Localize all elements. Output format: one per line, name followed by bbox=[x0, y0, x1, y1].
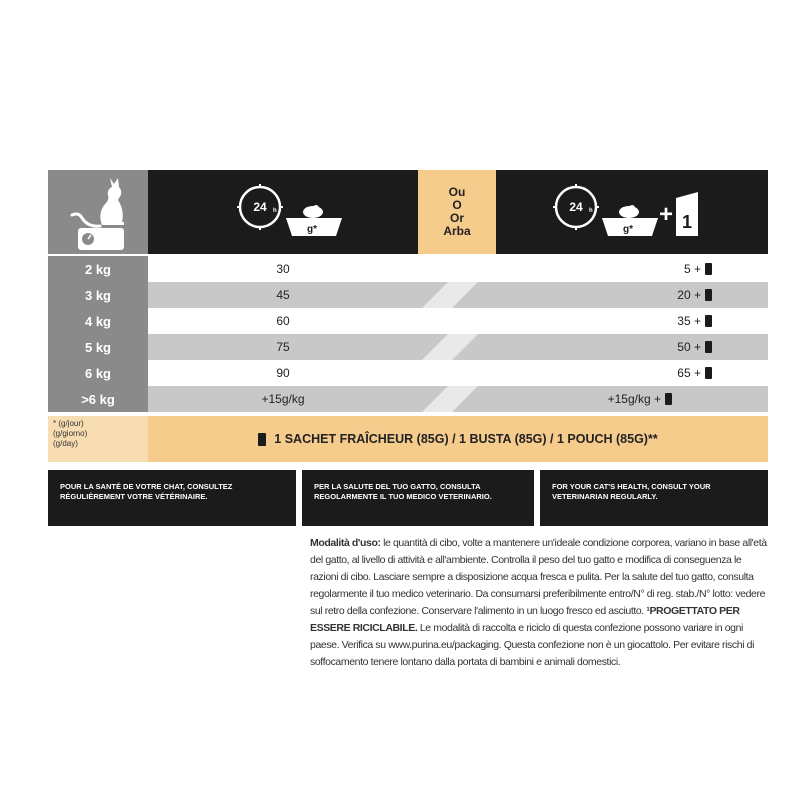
wet-amount-text: 65 + bbox=[677, 366, 701, 380]
wet-amount-text: 5 + bbox=[683, 262, 701, 276]
bowl-icon bbox=[602, 205, 658, 236]
sachet-label bbox=[148, 416, 768, 462]
weight-cell: 4 kg bbox=[48, 308, 148, 334]
svg-text:h: h bbox=[273, 208, 277, 214]
health-advice-it bbox=[302, 470, 534, 526]
pouch-icon bbox=[676, 192, 698, 236]
bowl-icon bbox=[286, 205, 342, 236]
dry-amount: 90 bbox=[276, 366, 290, 380]
svg-text:24: 24 bbox=[253, 200, 267, 214]
svg-text:g*: g* bbox=[623, 224, 633, 235]
pouch-icon bbox=[665, 393, 672, 405]
svg-text:24: 24 bbox=[569, 200, 583, 214]
mixed-amount bbox=[540, 308, 712, 334]
clock-24h-icon bbox=[237, 184, 283, 230]
cat-weight-header bbox=[48, 170, 148, 254]
dry-amount: 45 bbox=[276, 288, 290, 302]
health-text: FOR YOUR CAT'S HEALTH, CONSULT YOUR VETERINARIAN REGULARLY. bbox=[552, 482, 711, 501]
cat-silhouette-icon bbox=[48, 170, 148, 254]
health-text: PER LA SALUTE DEL TUO GATTO, CONSULTA REGOLARMENTE IL TUO MEDICO VETERINARIO. bbox=[314, 482, 492, 501]
mixed-amount bbox=[540, 334, 712, 360]
pouch-icon bbox=[705, 289, 712, 301]
notes-body: le quantità di cibo, volte a mantenere un'ideale condizione corporea, variano in base all'età del gatto, al livello di attività e all'ambiente. Controlla il peso del tuo gatto e modifica di conseguenza le razioni di cibo. Lasciare sempre a disposizione acqua fresca e pulita. Per la salute del tuo gatto, consulta regolarmente il tuo medico veterinario. Da consumarsi preferibilmente entro/N° di reg. stab./N° lotto: vedere sul retro della confezione. Conservare l'alimento in un luogo fresco ed asciutto. bbox=[310, 537, 767, 617]
pouch-icon bbox=[705, 315, 712, 327]
health-text: POUR LA SANTÉ DE VOTRE CHAT, CONSULTEZ RÉGULIÈREMENT VOTRE VÉTÉRINAIRE. bbox=[60, 482, 233, 501]
weight-cell: 5 kg bbox=[48, 334, 148, 360]
usage-notes bbox=[48, 535, 772, 671]
health-advice-en bbox=[540, 470, 768, 526]
mixed-amount bbox=[540, 256, 712, 282]
svg-text:1: 1 bbox=[681, 212, 693, 232]
units-line: * (g/jour) bbox=[53, 419, 84, 428]
clock-24h-icon bbox=[553, 184, 599, 230]
pouch-icon bbox=[705, 263, 712, 275]
wet-amount-text: 50 + bbox=[677, 340, 701, 354]
pouch-icon bbox=[705, 367, 712, 379]
or-word-it: O bbox=[452, 198, 462, 212]
dry-amount: 60 bbox=[276, 314, 290, 328]
weight-cell: >6 kg bbox=[48, 386, 148, 412]
svg-text:h: h bbox=[589, 208, 593, 214]
weight-cell: 6 kg bbox=[48, 360, 148, 386]
dry-amount: 75 bbox=[276, 340, 290, 354]
sachet-text: 1 SACHET FRAÎCHEUR (85G) / 1 BUSTA (85G) / 1 POUCH (85G)** bbox=[274, 432, 658, 446]
weight-cell: 2 kg bbox=[48, 256, 148, 282]
notes-body: Le modalità di raccolta e riciclo di questa confezione possono variare in ogni paese. Verifica su www.purina.eu/packaging. Questa confezione non è un giocattolo. Per evitare rischi di soffocamento tenere lontano dalla portata di bambini e animali domestici. bbox=[310, 622, 755, 668]
mixed-amount bbox=[540, 360, 712, 386]
weight-cell: 3 kg bbox=[48, 282, 148, 308]
or-header bbox=[418, 170, 496, 254]
plus-sign: + bbox=[659, 201, 674, 228]
health-advice-fr bbox=[48, 470, 296, 526]
wet-amount-text: 20 + bbox=[677, 288, 701, 302]
wet-amount-text: 35 + bbox=[677, 314, 701, 328]
dry-amount: 30 bbox=[276, 262, 290, 276]
or-word-fr: Ou bbox=[448, 185, 466, 199]
pouch-icon bbox=[258, 433, 266, 446]
svg-text:g*: g* bbox=[307, 224, 317, 235]
mixed-food-header bbox=[496, 170, 768, 254]
mixed-amount bbox=[540, 282, 712, 308]
units-note bbox=[48, 416, 148, 462]
or-word-other: Arba bbox=[443, 224, 471, 238]
dry-amount: +15g/kg bbox=[261, 392, 305, 406]
notes-lead: Modalità d'uso: bbox=[310, 537, 381, 549]
notes-lead: ¹PROGETTATO PER ESSERE RICICLABILE. bbox=[310, 605, 740, 634]
dry-food-header bbox=[148, 170, 418, 254]
mixed-amount bbox=[540, 386, 672, 412]
or-word-en: Or bbox=[449, 211, 464, 225]
units-line: (g/day) bbox=[53, 439, 78, 448]
wet-amount-text: +15g/kg + bbox=[607, 392, 661, 406]
units-line: (g/giorno) bbox=[53, 429, 88, 438]
pouch-icon bbox=[705, 341, 712, 353]
